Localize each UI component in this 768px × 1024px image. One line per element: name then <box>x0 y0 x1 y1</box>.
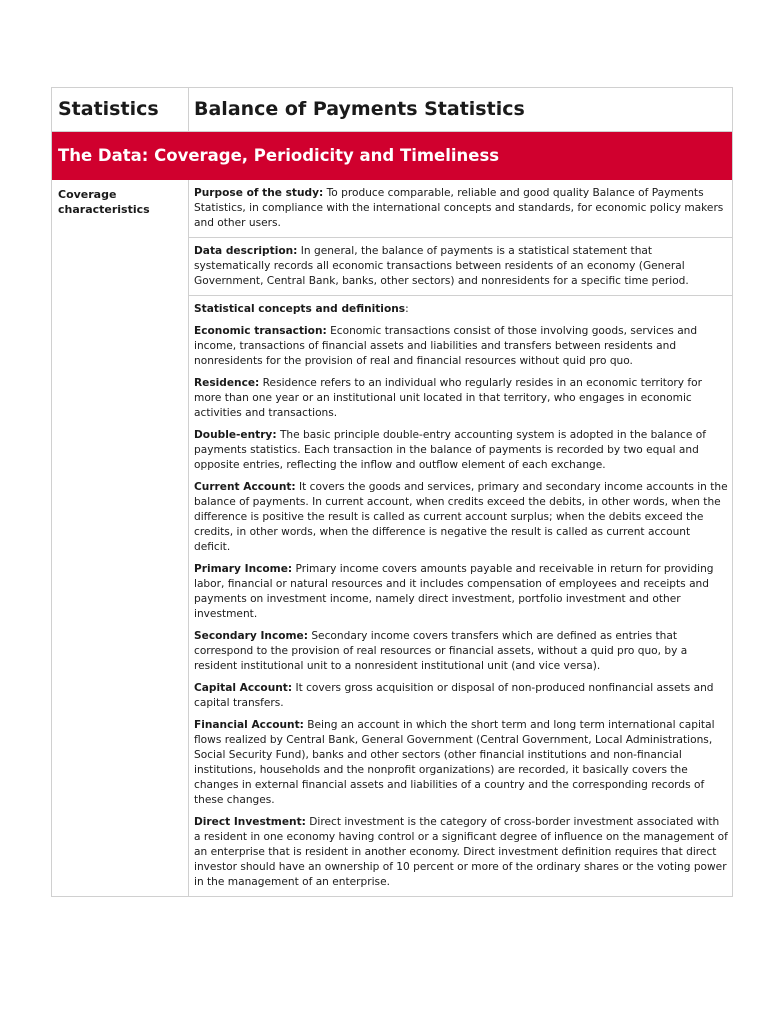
definition-direct-investment <box>194 815 728 890</box>
definition-text: Being an account in which the short term and long term international capital flows realized by Central Bank, General Government (Central Government, Local Administrations, Social Security Fund), banks and other sectors (other financial institutions and non-financial institutions, households and the nonprofit organizations) are recorded, it basically covers the changes in external financial assets and liabilities of a country and the corresponding records of these changes. <box>194 719 715 806</box>
definition-text: Residence refers to an individual who regularly resides in an economic territory for more than one year or an institutional unit located in that territory, who engages in economic activities and transactions. <box>194 377 702 419</box>
definition-label: Economic transaction: <box>194 325 327 337</box>
header-row <box>52 88 732 132</box>
purpose-text: To produce comparable, reliable and good quality Balance of Payments Statistics, in compliance with the international concepts and standards, for economic policy makers and other users. <box>194 187 724 229</box>
purpose-label: Purpose of the study: <box>194 187 324 199</box>
definition-text: It covers the goods and services, primary and secondary income accounts in the balance of payments. In current account, when credits exceed the debits, in other words, when the difference is positive the result is called as current account surplus; when the debits exceed the credits, in other words, when the difference is negative the result is called as current account deficit. <box>194 481 728 553</box>
definition-secondary-income <box>194 629 728 674</box>
definition-text: Direct investment is the category of cross-border investment associated with a resident in one economy having control or a significant degree of influence on the management of an enterprise that is resident in another economy. Direct investment definition requires that direct investor should have an ownership of 10 percent or more of the ordinary shares or the voting power in the management of an enterprise. <box>194 816 728 888</box>
concepts-heading <box>194 302 728 317</box>
coverage-label: Coverage characteristics <box>52 180 189 896</box>
definition-financial-account <box>194 718 728 808</box>
definition-label: Financial Account: <box>194 719 304 731</box>
definition-text: Economic transactions consist of those involving goods, services and income, transactions of financial assets and liabilities and transfers between residents and nonresidents for the provision of real and financial resources without quid pro quo. <box>194 325 698 367</box>
coverage-row <box>52 180 732 896</box>
definition-label: Double-entry: <box>194 429 277 441</box>
definition-label: Direct Investment: <box>194 816 306 828</box>
definition-label: Capital Account: <box>194 682 293 694</box>
definition-label: Residence: <box>194 377 260 389</box>
purpose-cell <box>189 180 732 238</box>
definition-capital-account <box>194 681 728 711</box>
header-title: Balance of Payments Statistics <box>194 98 525 120</box>
definition-current-account <box>194 480 728 555</box>
section-banner: The Data: Coverage, Periodicity and Timeliness <box>52 132 732 180</box>
definition-text: The basic principle double-entry accounting system is adopted in the balance of payments statistics. Each transaction in the balance of payments is recorded by two equal and opposite entries, reflecting the inflow and outflow element of each exchange. <box>194 429 706 471</box>
definition-primary-income <box>194 562 728 622</box>
definition-residence <box>194 376 728 421</box>
definition-economic-transaction <box>194 324 728 369</box>
definition-text: Secondary income covers transfers which are defined as entries that correspond to the provision of real resources or financial assets, without a quid pro quo, by a resident institutional unit to a nonresident institutional unit (and vice versa). <box>194 630 688 672</box>
definition-double-entry <box>194 428 728 473</box>
definition-label: Primary Income: <box>194 563 293 575</box>
header-statistics-label: Statistics <box>52 88 189 131</box>
definition-label: Current Account: <box>194 481 296 493</box>
description-cell <box>189 238 732 296</box>
definition-label: Secondary Income: <box>194 630 308 642</box>
coverage-content <box>189 180 732 896</box>
concepts-heading-label: Statistical concepts and definitions <box>194 303 406 315</box>
concepts-heading-colon: : <box>405 303 409 315</box>
statistics-table <box>51 87 733 897</box>
concepts-cell <box>189 296 732 896</box>
definition-text: It covers gross acquisition or disposal of non-produced nonfinancial assets and capital transfers. <box>194 682 714 709</box>
description-label: Data description: <box>194 245 298 257</box>
description-text: In general, the balance of payments is a statistical statement that systematically records all economic transactions between residents of an economy (General Government, Central Bank, banks, other sectors) and nonresidents for a specific time period. <box>194 245 689 287</box>
definition-text: Primary income covers amounts payable and receivable in return for providing labor, financial or natural resources and it includes compensation of employees and receipts and payments on investment income, namely direct investment, portfolio investment and other investment. <box>194 563 714 620</box>
